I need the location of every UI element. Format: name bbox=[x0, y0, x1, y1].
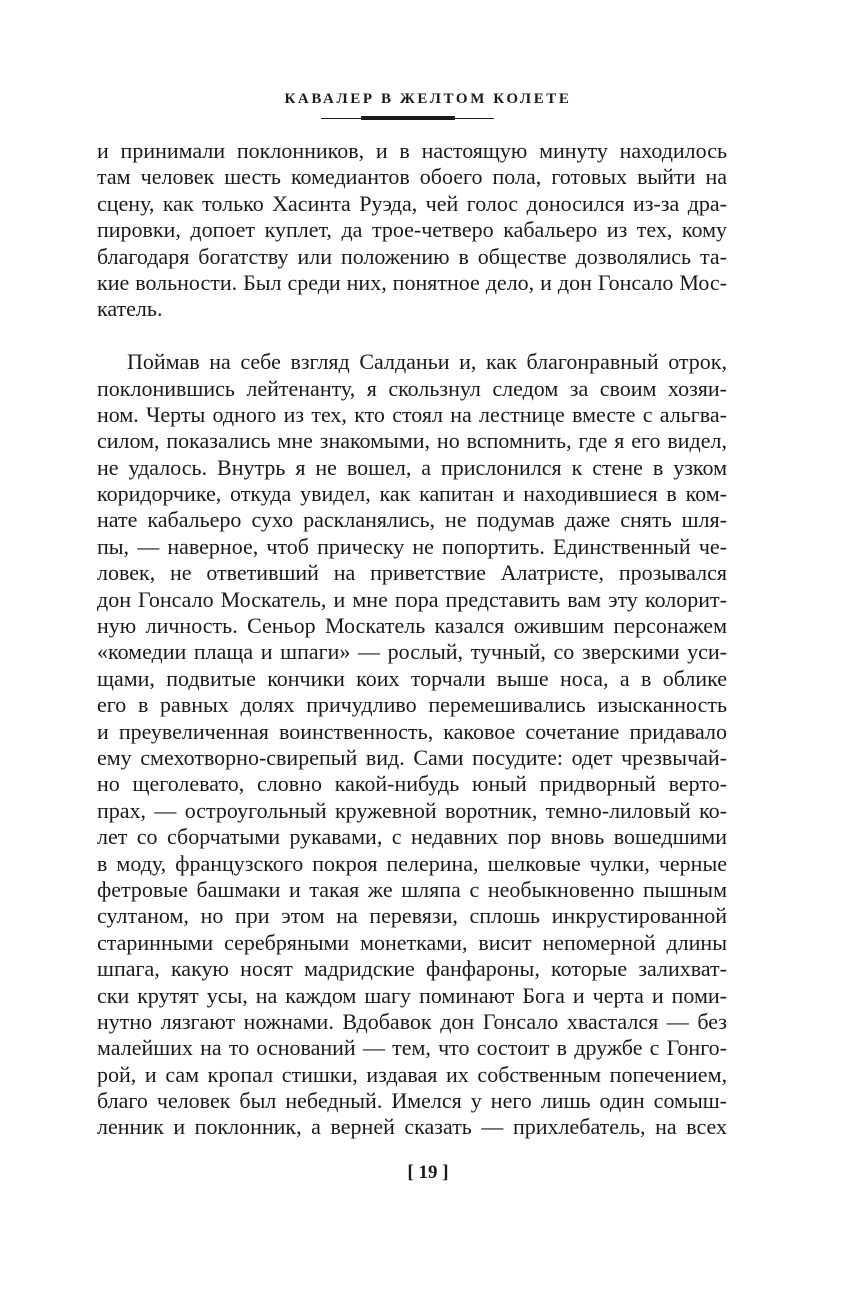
text-line: нутно лязгают ножнами. Вдобавок дон Гонсало хвастался — без bbox=[97, 1008, 727, 1034]
text-line: ски крутят усы, на каждом шагу поминают Бога и черта и поми- bbox=[97, 982, 727, 1008]
text-line: щами, подвитые кончики коих торчали выше носа, а в облике bbox=[97, 665, 727, 691]
text-line: коридорчике, откуда увидел, как капитан и находившиеся в ком- bbox=[97, 481, 727, 507]
header-rule-accent bbox=[361, 116, 455, 120]
text-line: не удалось. Внутрь я не вошел, а прислонился к стене в узком bbox=[97, 454, 727, 480]
text-line: пы, — наверное, чтоб прическу не попортить. Единственный че- bbox=[97, 533, 727, 559]
text-line: его в равных долях причудливо перемешивались изысканность bbox=[97, 692, 727, 718]
text-line: лет со сборчатыми рукавами, с недавних пор вновь вошедшими bbox=[97, 824, 727, 850]
text-line: нате кабальеро сухо раскланялись, не подумав даже снять шля- bbox=[97, 507, 727, 533]
text-line: старинными серебряными монетками, висит непомерной длины bbox=[97, 929, 727, 955]
text-line: фетровые башмаки и такая же шляпа с необыкновенно пышным bbox=[97, 876, 727, 902]
text-line: силом, показались мне знакомыми, но вспомнить, где я его видел, bbox=[97, 428, 727, 454]
text-line: пировки, допоет куплет, да трое-четверо кабальеро из тех, кому bbox=[97, 217, 727, 243]
running-head: КАВАЛЕР В ЖЕЛТОМ КОЛЕТЕ bbox=[284, 91, 572, 107]
text-line: и принимали поклонников, и в настоящую минуту находилось bbox=[97, 138, 727, 163]
text-line: ном. Черты одного из тех, кто стоял на лестнице вместе с альгва- bbox=[97, 401, 727, 427]
text-line: в моду, французского покроя пелерина, шелковые чулки, черные bbox=[97, 850, 727, 876]
text-line: султаном, но при этом на перевязи, сплошь инкрустированной bbox=[97, 903, 727, 929]
text-line: благодаря богатству или положению в обществе дозволялись та- bbox=[97, 243, 727, 269]
text-line: ленник и поклонник, а верней сказать — прихлебатель, на всех bbox=[97, 1114, 727, 1140]
text-line: дон Гонсало Москатель, и мне пора представить вам эту колорит- bbox=[97, 586, 727, 612]
text-line: поклонившись лейтенанту, я скользнул следом за своим хозяи- bbox=[97, 375, 727, 401]
text-line: ную личность. Сеньор Москатель казался ожившим персонажем bbox=[97, 613, 727, 639]
page-number: [ 19 ] bbox=[407, 1162, 449, 1183]
text-line: Поймав на себе взгляд Салданьи и, как благонравный отрок, bbox=[127, 349, 727, 375]
text-line: ловек, не ответивший на приветствие Алатристе, прозывался bbox=[97, 560, 727, 586]
text-line: прах, — остроугольный кружевной воротник, темно-лиловый ко- bbox=[97, 797, 727, 823]
text-line: и преувеличенная воинственность, каковое сочетание придавало bbox=[97, 718, 727, 744]
text-line: малейших на то оснований — тем, что состоит в дружбе с Гонго- bbox=[97, 1035, 727, 1061]
paragraph-gap bbox=[97, 323, 727, 349]
text-line: рой, и сам кропал стишки, издавая их собственным попечением, bbox=[97, 1061, 727, 1087]
text-line: благо человек был небедный. Имелся у него лишь один сомыш- bbox=[97, 1088, 727, 1114]
text-line: сцену, как только Хасинта Руэда, чей голос доносился из-за дра- bbox=[97, 190, 727, 216]
text-line: кие вольности. Был среди них, понятное дело, и дон Гонсало Мос- bbox=[97, 269, 727, 295]
text-line: там человек шесть комедиантов обоего пола, готовых выйти на bbox=[97, 164, 727, 190]
text-line: катель. bbox=[97, 296, 163, 322]
text-line: «комедии плаща и шпаги» — рослый, тучный, со зверскими уси- bbox=[97, 639, 727, 665]
text-line: ему смехотворно-свирепый вид. Сами посудите: одет чрезвычай- bbox=[97, 744, 727, 770]
text-line: шпага, какую носят мадридские фанфароны, которые залихват- bbox=[97, 956, 727, 982]
text-line: но щеголевато, словно какой-нибудь юный придворный верто- bbox=[97, 771, 727, 797]
body-text bbox=[97, 138, 727, 1141]
